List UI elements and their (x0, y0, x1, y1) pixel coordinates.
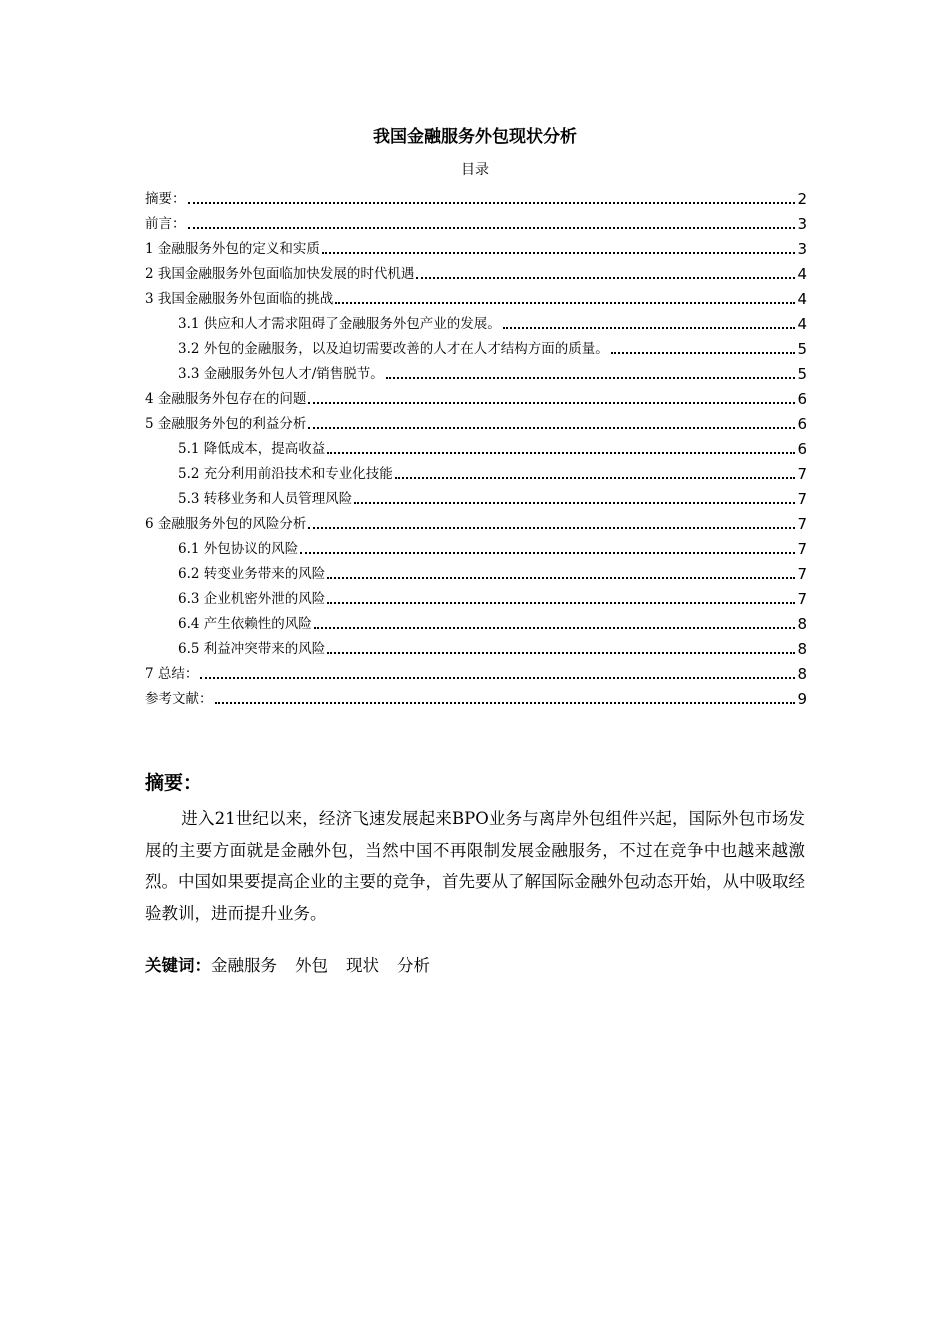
toc-dot-leader (395, 477, 796, 479)
toc-entry-page-number: 7 (797, 465, 807, 483)
table-of-contents (145, 184, 807, 709)
toc-entry-page-number: 8 (797, 665, 807, 683)
toc-dot-leader (327, 452, 795, 454)
toc-entry-page-number: 6 (797, 415, 807, 433)
toc-entry[interactable] (145, 434, 807, 459)
toc-entry[interactable] (145, 484, 807, 509)
toc-entry[interactable] (145, 584, 807, 609)
keywords-line (145, 953, 448, 979)
toc-entry-page-number: 7 (797, 590, 807, 608)
toc-entry-label: 3.3 金融服务外包人才/销售脱节。 (178, 366, 384, 382)
keywords-label: 关键词： (145, 956, 211, 975)
toc-entry-label: 6.1 外包协议的风险 (178, 541, 299, 557)
toc-entry-label: 参考文献： (145, 691, 213, 707)
toc-entry-page-number: 8 (797, 615, 807, 633)
toc-entry-label: 4 金融服务外包存在的问题 (145, 391, 307, 407)
toc-entry-label: 6.2 转变业务带来的风险 (178, 566, 326, 582)
toc-entry-label: 6.4 产生依赖性的风险 (178, 616, 312, 632)
toc-entry-label: 3.2 外包的金融服务，以及迫切需要改善的人才在人才结构方面的质量。 (178, 341, 609, 357)
toc-dot-leader (354, 502, 795, 504)
keyword-item: 分析 (397, 956, 430, 975)
toc-entry[interactable] (145, 534, 807, 559)
toc-dot-leader (300, 552, 795, 554)
abstract-body: 进入21世纪以来，经济飞速发展起来BPO业务与离岸外包组件兴起，国际外包市场发展的主要方面就是金融外包，当然中国不再限制发展金融服务，不过在竞争中也越来越激烈。中国如果要提高企业的主要的竞争，首先要从了解国际金融外包动态开始，从中吸取经验教训，进而提升业务。 (145, 809, 805, 923)
toc-entry-label: 2 我国金融服务外包面临加快发展的时代机遇 (145, 266, 415, 282)
toc-entry[interactable] (145, 359, 807, 384)
toc-entry[interactable] (145, 409, 807, 434)
toc-entry-page-number: 3 (797, 240, 807, 258)
toc-entry[interactable] (145, 684, 807, 709)
toc-entry-label: 5.1 降低成本，提高收益 (178, 441, 326, 457)
toc-dot-leader (188, 227, 796, 229)
toc-entry-page-number: 5 (797, 340, 807, 358)
toc-dot-leader (611, 352, 796, 354)
toc-entry-page-number: 4 (797, 315, 807, 333)
toc-entry[interactable] (145, 259, 807, 284)
toc-entry[interactable] (145, 609, 807, 634)
toc-entry[interactable] (145, 634, 807, 659)
toc-dot-leader (327, 652, 795, 654)
toc-dot-leader (335, 302, 795, 304)
toc-entry-page-number: 7 (797, 490, 807, 508)
toc-entry[interactable] (145, 509, 807, 534)
toc-entry[interactable] (145, 659, 807, 684)
keyword-item: 金融服务 (211, 956, 277, 975)
toc-entry[interactable] (145, 334, 807, 359)
toc-entry-label: 6.3 企业机密外泄的风险 (178, 591, 326, 607)
toc-entry-page-number: 4 (797, 290, 807, 308)
toc-entry-page-number: 6 (797, 440, 807, 458)
toc-entry-label: 摘要： (145, 191, 186, 207)
toc-entry-page-number: 7 (797, 515, 807, 533)
toc-entry[interactable] (145, 284, 807, 309)
toc-entry-page-number: 2 (797, 190, 807, 208)
toc-dot-leader (308, 427, 795, 429)
toc-dot-leader (188, 202, 796, 204)
toc-heading: 目录 (461, 162, 489, 178)
toc-dot-leader (308, 402, 795, 404)
toc-entry[interactable] (145, 184, 807, 209)
toc-entry-label: 5.3 转移业务和人员管理风险 (178, 491, 353, 507)
toc-entry-label: 7 总结： (145, 666, 199, 682)
toc-entry[interactable] (145, 559, 807, 584)
abstract-heading: 摘要： (145, 772, 203, 794)
toc-dot-leader (215, 702, 796, 704)
toc-entry-page-number: 8 (797, 640, 807, 658)
toc-entry[interactable] (145, 309, 807, 334)
toc-entry-page-number: 5 (797, 365, 807, 383)
toc-entry-label: 5.2 充分利用前沿技术和专业化技能 (178, 466, 393, 482)
toc-entry-label: 6 金融服务外包的风险分析 (145, 516, 307, 532)
toc-dot-leader (322, 252, 796, 254)
toc-dot-leader (200, 677, 795, 679)
toc-entry[interactable] (145, 384, 807, 409)
toc-dot-leader (308, 527, 795, 529)
document-title: 我国金融服务外包现状分析 (373, 127, 577, 147)
toc-entry-label: 前言： (145, 216, 186, 232)
keyword-item: 外包 (295, 956, 328, 975)
toc-entry[interactable] (145, 209, 807, 234)
toc-entry-page-number: 3 (797, 215, 807, 233)
toc-entry-label: 3.1 供应和人才需求阻碍了金融服务外包产业的发展。 (178, 316, 501, 332)
toc-entry-page-number: 6 (797, 390, 807, 408)
toc-entry-page-number: 4 (797, 265, 807, 283)
toc-entry-page-number: 7 (797, 540, 807, 558)
toc-entry-label: 3 我国金融服务外包面临的挑战 (145, 291, 334, 307)
toc-dot-leader (327, 602, 795, 604)
toc-dot-leader (327, 577, 795, 579)
toc-dot-leader (386, 377, 796, 379)
toc-entry[interactable] (145, 234, 807, 259)
keyword-list (211, 956, 448, 975)
toc-entry-label: 1 金融服务外包的定义和实质 (145, 241, 320, 257)
toc-dot-leader (416, 277, 795, 279)
toc-entry-label: 5 金融服务外包的利益分析 (145, 416, 307, 432)
toc-dot-leader (503, 327, 796, 329)
keyword-item: 现状 (346, 956, 379, 975)
toc-entry[interactable] (145, 459, 807, 484)
toc-entry-page-number: 7 (797, 565, 807, 583)
toc-dot-leader (314, 627, 796, 629)
toc-entry-page-number: 9 (797, 690, 807, 708)
toc-entry-label: 6.5 利益冲突带来的风险 (178, 641, 326, 657)
